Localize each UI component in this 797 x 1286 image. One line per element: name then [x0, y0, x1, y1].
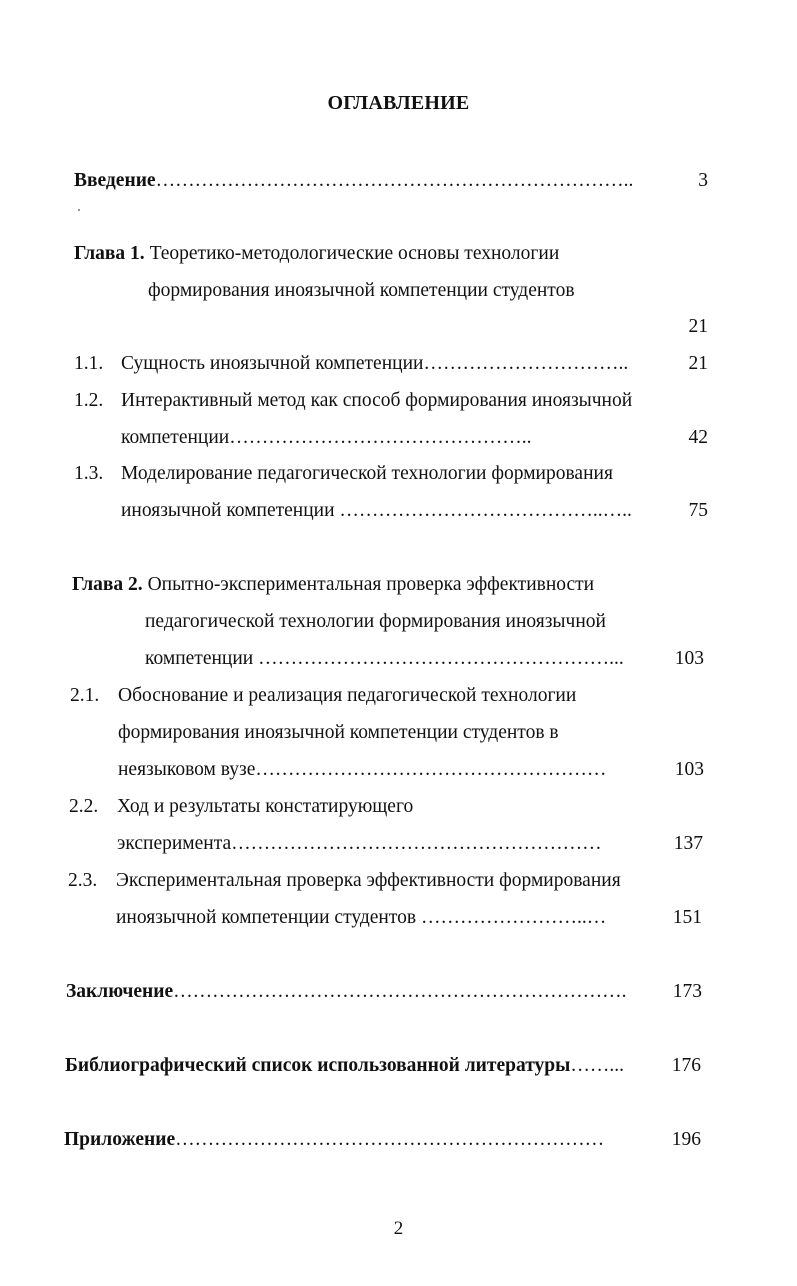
chapter-2-heading: [72, 574, 594, 596]
section-title: Интерактивный метод как способ формирования иноязычной: [121, 390, 633, 411]
toc-entry-intro: [74, 170, 633, 192]
section-title: Ход и результаты констатирующего: [117, 796, 414, 817]
section-number: 1.2.: [74, 390, 104, 411]
toc-entry-label: Приложение: [64, 1129, 176, 1150]
chapter-title-line: формирования иноязычной компетенции студентов: [148, 280, 575, 301]
toc-entry-page: 137: [673, 833, 703, 854]
chapter-1-heading: [74, 243, 559, 265]
toc-entry-page: 3: [698, 170, 708, 191]
section-title: компетенции………………………………………..: [121, 427, 532, 448]
section-title: Экспериментальная проверка эффективности формирования: [116, 870, 621, 891]
section-title: неязыковом вузе………………………………………………: [118, 759, 607, 780]
chapter-title-line: педагогической технологии формирования иноязычной: [145, 611, 606, 632]
toc-entry-page: 151: [672, 907, 702, 928]
toc-entry-appendix: [64, 1129, 604, 1151]
section-title: иноязычной компетенции …………………………………..…..: [121, 500, 632, 521]
chapter-title-line: Теоретико-методологические основы технологии: [144, 243, 560, 264]
toc-entry-page: 173: [672, 981, 702, 1002]
section-title: формирования иноязычной компетенции студентов в: [118, 722, 559, 743]
page-number: 2: [393, 1218, 404, 1239]
toc-entry-label: Заключение: [66, 981, 174, 1002]
toc-entry-dots: …………………………………………………………: [175, 1129, 605, 1150]
toc-entry-label: Введение: [74, 170, 156, 191]
section-number: 1.3.: [74, 463, 104, 484]
toc-entry-label: Библиографический список использованной литературы: [65, 1055, 571, 1076]
toc-entry-page: 196: [671, 1129, 701, 1150]
toc-entry-dots: ……...: [570, 1055, 624, 1076]
toc-entry-conclusion: [66, 981, 627, 1003]
chapter-prefix: Глава 1.: [74, 243, 145, 264]
toc-entry-dots: …………………………………………………………….: [173, 981, 627, 1002]
section-title: иноязычной компетенции студентов ……………………..…: [116, 907, 607, 928]
toc-entry-page: 176: [671, 1055, 701, 1076]
page-title: ОГЛАВЛЕНИЕ: [327, 92, 470, 114]
section-title: эксперимента…………………………………………………: [117, 833, 602, 854]
section-title: Моделирование педагогической технологии формирования: [121, 463, 613, 484]
section-number: 1.1.: [74, 353, 104, 374]
section-number: 2.2.: [69, 796, 99, 817]
toc-entry-page: 103: [674, 759, 704, 780]
chapter-prefix: Глава 2.: [72, 574, 143, 595]
toc-entry-page: 21: [688, 316, 708, 337]
section-title: Сущность иноязычной компетенции…………………………..: [121, 353, 629, 374]
chapter-title-line: компетенции ………………………………………………...: [145, 648, 624, 669]
toc-entry-bibliography: [65, 1055, 624, 1077]
scan-speck: [78, 209, 80, 211]
toc-entry-page: 42: [688, 427, 708, 448]
chapter-title-line: Опытно-экспериментальная проверка эффективности: [142, 574, 595, 595]
toc-entry-page: 21: [688, 353, 708, 374]
toc-entry-page: 103: [674, 648, 704, 669]
section-title: Обоснование и реализация педагогической технологии: [118, 685, 577, 706]
section-number: 2.1.: [70, 685, 100, 706]
toc-entry-page: 75: [688, 500, 708, 521]
section-number: 2.3.: [68, 870, 98, 891]
toc-entry-dots: ………………………………………………………………..: [155, 170, 634, 191]
